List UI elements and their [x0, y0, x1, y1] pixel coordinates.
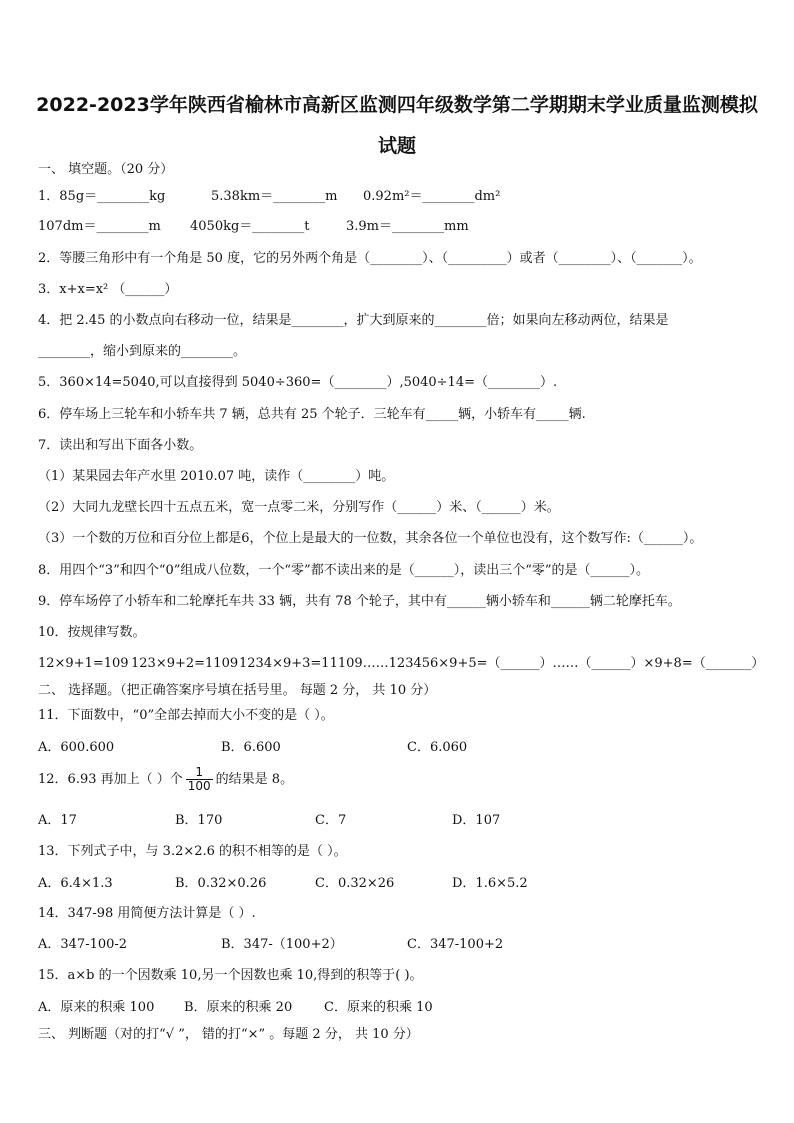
question-14-option-a: A．347-100-2 [38, 937, 128, 952]
question-4-line-2: ________，缩小到原来的________。 [38, 344, 247, 359]
question-13-option-a: A．6.4×1.3 [38, 876, 113, 891]
question-14-stem: 14．347-98 用简便方法计算是（ ）. [38, 906, 256, 921]
question-13-option-d: D．1.6×5.2 [452, 876, 528, 891]
question-13-option-b: B．0.32×0.26 [175, 876, 267, 891]
fraction-one-hundredth [186, 766, 213, 793]
question-7-part-1: （1）某果园去年产水里 2010.07 吨，读作（________）吨。 [38, 469, 395, 484]
question-15-stem: 15．a×b 的一个因数乘 10,另一个因数也乘 10,得到的积等于( )。 [38, 968, 423, 983]
question-1-item-b: 5.38km＝________m [211, 189, 338, 204]
question-7-part-3: （3）一个数的万位和百分位上都是6，个位上是最大的一位数，其余各位一个单位也没有，这个数写作:（______）。 [38, 531, 703, 546]
question-9: 9．停车场停了小轿车和二轮摩托车共 33 辆，共有 78 个轮子，其中有______辆小轿车和______辆二轮摩托车。 [38, 594, 681, 609]
question-3: 3．x+x=x² （______） [38, 282, 178, 297]
question-1-item-f: 3.9m＝________mm [346, 219, 469, 234]
question-14-option-c: C．347-100+2 [407, 937, 504, 952]
question-2: 2．等腰三角形中有一个角是 50 度，它的另外两个角是（________）、（_________）或者（________）、（_______）。 [38, 251, 702, 266]
question-13-stem: 13．下列式子中，与 3.2×2.6 的积不相等的是（ ）。 [38, 844, 347, 859]
fraction-numerator: 1 [186, 766, 213, 780]
question-12-option-c: C．7 [315, 813, 347, 828]
question-4-line-1: 4．把 2.45 的小数点向右移动一位，结果是________，扩大到原来的________倍；如果向左移动两位，结果是 [38, 313, 669, 328]
question-13-option-c: C．0.32×26 [315, 876, 395, 891]
question-1-item-e: 4050kg＝________t [190, 219, 310, 234]
page-title-continuation: 试题 [377, 135, 416, 157]
question-11-option-c: C．6.060 [407, 740, 468, 755]
question-15-option-a: A．原来的积乘 100 [38, 1000, 155, 1015]
question-12-stem [38, 765, 293, 795]
section-heading-fill-blank: 一、 填空题。（20 分） [38, 162, 174, 177]
question-12-stem-pre: 12．6.93 再加上（ ）个 [38, 772, 183, 787]
fraction-denominator: 100 [187, 779, 211, 793]
question-1-item-c: 0.92m²＝________dm² [363, 189, 501, 204]
question-15-option-b: B．原来的积乘 20 [184, 1000, 293, 1015]
question-11-option-b: B．6.600 [221, 740, 281, 755]
question-7-stem: 7．读出和写出下面各小数。 [38, 438, 203, 453]
question-10-item-a: 12×9+1=109 [38, 656, 129, 671]
question-12-stem-post: 的结果是 8。 [215, 772, 294, 787]
question-11-option-a: A．600.600 [38, 740, 115, 755]
section-heading-true-false: 三、 判断题（对的打“√ ”， 错的打“×” 。每题 2 分， 共 10 分） [38, 1027, 419, 1042]
question-12-option-d: D．107 [452, 813, 501, 828]
question-7-part-2: （2）大同九龙壁长四十五点五米，宽一点零二米，分别写作（______）米、（______）米。 [38, 500, 560, 515]
section-heading-multiple-choice: 二、 选择题。（把正确答案序号填在括号里。 每题 2 分， 共 10 分） [38, 683, 437, 698]
question-12-option-a: A．17 [38, 813, 77, 828]
question-14-option-b: B．347-（100+2） [221, 937, 343, 952]
question-10-stem: 10．按规律写数。 [38, 625, 146, 640]
question-11-stem: 11．下面数中，“0”全部去掉而大小不变的是（ ）。 [38, 708, 334, 723]
question-6: 6．停车场上三轮车和小轿车共 7 辆，总共有 25 个轮子．三轮车有_____辆，小轿车有_____辆. [38, 407, 586, 422]
question-12-option-b: B．170 [175, 813, 223, 828]
question-8: 8．用四个“3”和四个“0”组成八位数，一个“零”都不读出来的是（______），读出三个“零”的是（______）。 [38, 563, 649, 578]
question-10-item-b: 123×9+2=1109 [131, 656, 239, 671]
question-5: 5．360×14=5040,可以直接得到 5040÷360=（________）,5040÷14=（________）. [38, 375, 558, 390]
question-15-option-c: C．原来的积乘 10 [324, 1000, 433, 1015]
page-title: 2022-2023学年陕西省榆林市高新区监测四年级数学第二学期期末学业质量监测模拟 [36, 94, 758, 116]
question-1-item-a: 1．85g＝________kg [38, 189, 166, 204]
question-1-item-d: 107dm＝________m [38, 219, 161, 234]
question-10-item-c: 1234×9+3=11109……123456×9+5=（______）……（______）×9+8=（_______） [239, 656, 765, 671]
